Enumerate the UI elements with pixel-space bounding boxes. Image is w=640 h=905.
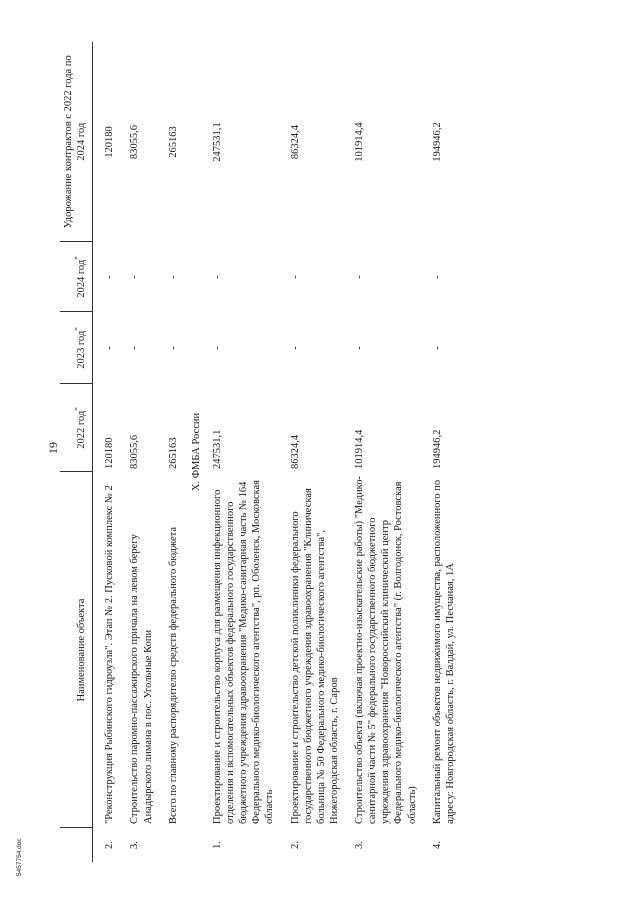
row-name: Капитальный ремонт объектов недвижимого имущества, расположенного по адресу: Новгородская область, г. Валдай, ул. Песчаная, 1А [431,479,456,824]
table-row [421,42,459,862]
header-reduction: Удорожание контрактов с 2022 года по 2024 год [60,42,93,242]
row-reduction: 265163 [167,126,179,158]
row-2023: - [167,346,179,350]
row-2022: 265163 [167,437,179,469]
header-2024: 2024 год* [60,242,93,312]
row-2024: - [104,275,116,279]
table-row [209,42,279,862]
table-row [118,42,156,862]
row-2022: 120180 [104,437,116,469]
table-row [279,42,344,862]
document-code: 5457754.doc [16,838,23,876]
row-name: Проектирование и строительство детской поликлиники федерального государственного бюджетного учреждения здравоохранения "Клиническая больница № 50 Федерального медико-биологического агентства", Нижегородская область, г. Саров [289,488,340,824]
row-2022: 83055,6 [129,434,141,469]
row-2023: - [289,346,301,350]
row-2023: - [104,346,116,350]
data-table [60,42,459,862]
section-title: X. ФМБА России [190,412,202,492]
row-2023: - [354,346,365,350]
row-number: 4. [431,841,443,849]
row-2024: - [211,275,223,279]
row-2023: - [431,346,443,350]
row-number [157,828,182,862]
row-name: Строительство объекта (включая проектно-изыскательские работы) "Медико-санитарной части № 5" федерального государственного бюджетного учреждения здравоохранения "Новороссийский клинический центр Федерального медико-биологического агентства" (г. Волгодонск, Ростовская область) [354,475,418,824]
row-2024: - [289,275,301,279]
row-2024: - [431,275,443,279]
row-number: 2. [289,841,301,849]
row-2022: 194946,2 [431,429,443,469]
rotated-table-area [60,42,620,862]
row-2023: - [129,346,141,350]
row-reduction: 83055,6 [129,124,141,160]
row-reduction: 247531,1 [211,122,223,162]
section-row [182,42,209,862]
header-2022: 2022 год* [60,384,93,472]
row-2024: - [167,275,179,279]
row-number: 2. [104,841,116,849]
row-reduction: 86324,4 [289,124,301,160]
row-2022: 247531,1 [211,429,223,469]
row-name: Проектирование и строительство корпуса для размещения инфекционного отделения и вспомогательных объектов федерального государственного бюджетного учреждения здравоохранения "Медико-санитарная часть № 164 Федерального медико-биологического агентства", рп. Оболенск, Московская область [211,479,276,824]
table-row-total [157,42,182,862]
row-name: Строительство паромно-пассажирского причала на левом берегу Анадырского лимана в пос. Угольные Копи [129,534,154,824]
row-name: Всего по главному распорядителю средств федерального бюджета [167,526,179,824]
header-2023: 2023 год* [60,312,93,384]
table-row [93,42,119,862]
row-number: 1. [211,841,223,849]
row-reduction: 120180 [104,126,116,158]
table-row [343,42,421,862]
row-name: "Реконструкция Рыбинского гидроузла". Этап № 2. Пусковой комплекс № 2 [104,485,116,824]
row-number: 3. [354,841,365,849]
header-name: Наименование объекта [60,472,93,828]
row-reduction: 194946,2 [431,122,443,162]
page-number: 19 [46,442,60,454]
row-2022: 86324,4 [289,434,301,469]
row-reduction: 101914,4 [354,122,365,162]
row-2023: - [211,346,223,350]
table-header [60,42,93,862]
header-number [60,828,93,862]
row-2024: - [129,275,141,279]
row-2022: 101914,4 [354,429,365,469]
row-2024: - [354,275,365,279]
row-number: 3. [129,841,141,849]
